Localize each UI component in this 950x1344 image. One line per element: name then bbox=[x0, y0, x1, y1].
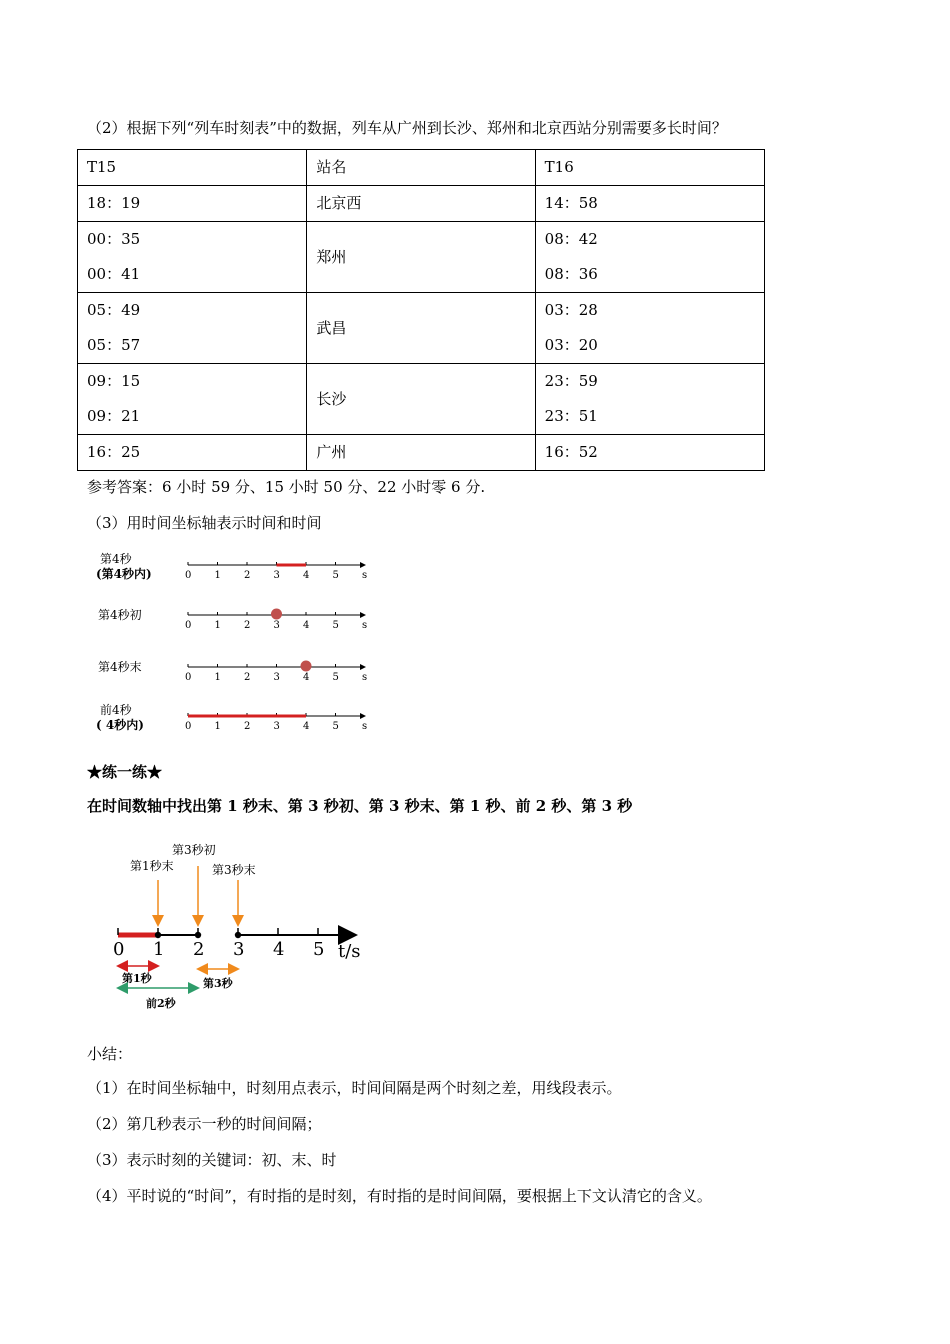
tick-label: 4 bbox=[303, 721, 310, 732]
t15-depart: 09：21 bbox=[87, 407, 141, 425]
tick-label: 5 bbox=[332, 721, 339, 732]
tick-label: 1 bbox=[214, 721, 221, 732]
axis-arrowhead bbox=[360, 612, 366, 618]
moment-point bbox=[271, 609, 282, 620]
summary-item-4: （4）平时说的“时间”，有时指的是时刻，有时指的是时间间隔，要根据上下文认清它的含义。 bbox=[87, 1187, 712, 1205]
axis-unit: t/s bbox=[338, 941, 361, 962]
t15-arrive: 00：35 bbox=[87, 230, 141, 248]
axis-label-sub: ( 4秒内) bbox=[96, 718, 144, 732]
axis-label: 第4秒 bbox=[100, 552, 132, 566]
span-label: 第1秒 bbox=[122, 972, 152, 985]
time-axis bbox=[96, 551, 367, 581]
tick-label: 0 bbox=[185, 721, 192, 732]
time-axis bbox=[98, 607, 367, 631]
tick-label: 4 bbox=[303, 672, 310, 683]
t15-depart: 00：41 bbox=[87, 265, 141, 283]
axis-label: 前4秒 bbox=[100, 703, 132, 717]
table-row bbox=[78, 435, 765, 471]
tick-label: 2 bbox=[244, 570, 251, 581]
table-row bbox=[78, 186, 765, 222]
axis-arrowhead bbox=[360, 664, 366, 670]
header-t16: T16 bbox=[535, 150, 764, 186]
t16-cell: 16：52 bbox=[535, 435, 764, 471]
t16-depart: 23：51 bbox=[544, 407, 598, 425]
moment-label: 第3秒初 bbox=[172, 843, 216, 857]
answer: 参考答案：6 小时 59 分、15 小时 50 分、22 小时零 6 分. bbox=[87, 478, 486, 496]
station-cell: 郑州 bbox=[307, 222, 535, 293]
t16-arrive: 03：28 bbox=[544, 301, 598, 319]
t16-arrive: 08：42 bbox=[544, 230, 598, 248]
station-cell: 北京西 bbox=[307, 186, 535, 222]
tick-label: s bbox=[362, 721, 368, 732]
moment-label: 第1秒末 bbox=[130, 859, 174, 873]
tick-label: 2 bbox=[244, 620, 251, 631]
moment-point bbox=[235, 932, 241, 938]
t15-depart: 05：57 bbox=[87, 336, 141, 354]
station-cell: 武昌 bbox=[307, 293, 535, 364]
station-cell: 广州 bbox=[307, 435, 535, 471]
t16-cell bbox=[535, 364, 764, 435]
axis-label: 第4秒末 bbox=[98, 660, 142, 674]
tick-label: 5 bbox=[313, 939, 325, 960]
header-station: 站名 bbox=[307, 150, 535, 186]
station-cell: 长沙 bbox=[307, 364, 535, 435]
t16-depart: 08：36 bbox=[544, 265, 598, 283]
practice-task: 在时间数轴中找出第 1 秒末、第 3 秒初、第 3 秒末、第 1 秒、前 2 秒、第 3 秒 bbox=[87, 797, 633, 815]
tick-label: 0 bbox=[113, 939, 125, 960]
tick-label: 1 bbox=[214, 570, 221, 581]
tick-label: 2 bbox=[244, 672, 251, 683]
tick-label: 4 bbox=[273, 939, 285, 960]
time-axis bbox=[96, 702, 367, 732]
tick-label: 4 bbox=[303, 620, 310, 631]
axis-label-sub: (第4秒内) bbox=[96, 567, 152, 581]
tick-label: 1 bbox=[153, 939, 165, 960]
moment-point bbox=[155, 932, 161, 938]
tick-label: 3 bbox=[273, 672, 280, 683]
tick-label: 0 bbox=[185, 672, 192, 683]
span-label: 前2秒 bbox=[146, 997, 176, 1010]
tick-label: 1 bbox=[214, 672, 221, 683]
time-axis bbox=[98, 659, 367, 683]
t15-cell bbox=[78, 293, 307, 364]
tick-label: 5 bbox=[332, 672, 339, 683]
tick-label: s bbox=[362, 672, 368, 683]
tick-label: s bbox=[362, 570, 368, 581]
question-3: （3）用时间坐标轴表示时间和时间 bbox=[87, 514, 322, 532]
tick-label: s bbox=[362, 620, 368, 631]
time-axes-figure bbox=[90, 545, 390, 745]
span-label: 第3秒 bbox=[203, 977, 233, 990]
practice-title: ★练一练★ bbox=[87, 763, 163, 781]
table-row bbox=[78, 293, 765, 364]
t16-depart: 03：20 bbox=[544, 336, 598, 354]
t15-cell bbox=[78, 364, 307, 435]
summary-item-2: （2）第几秒表示一秒的时间间隔； bbox=[87, 1115, 322, 1133]
tick-label: 2 bbox=[193, 939, 205, 960]
table-row bbox=[78, 222, 765, 293]
axis-label: 第4秒初 bbox=[98, 608, 142, 622]
axis-gap bbox=[201, 932, 235, 938]
table-row bbox=[78, 364, 765, 435]
question-2: （2）根据下列“列车时刻表”中的数据，列车从广州到长沙、郑州和北京西站分别需要多长时间？ bbox=[87, 119, 727, 137]
t16-cell bbox=[535, 222, 764, 293]
tick-label: 3 bbox=[233, 939, 245, 960]
table-header-row bbox=[78, 150, 765, 186]
tick-label: 3 bbox=[273, 721, 280, 732]
summary-item-3: （3）表示时刻的关键词：初、末、时 bbox=[87, 1151, 337, 1169]
t16-cell: 14：58 bbox=[535, 186, 764, 222]
tick-label: 1 bbox=[214, 620, 221, 631]
tick-label: 4 bbox=[303, 570, 310, 581]
train-timetable bbox=[77, 149, 765, 471]
t15-cell: 16：25 bbox=[78, 435, 307, 471]
moment-point bbox=[195, 932, 201, 938]
axis-arrowhead bbox=[360, 713, 366, 719]
tick-label: 5 bbox=[332, 570, 339, 581]
t15-arrive: 05：49 bbox=[87, 301, 141, 319]
tick-label: 0 bbox=[185, 570, 192, 581]
t15-arrive: 09：15 bbox=[87, 372, 141, 390]
practice-figure bbox=[100, 838, 380, 1018]
t15-cell bbox=[78, 222, 307, 293]
t15-cell: 18：19 bbox=[78, 186, 307, 222]
tick-label: 3 bbox=[273, 620, 280, 631]
tick-label: 5 bbox=[332, 620, 339, 631]
t16-arrive: 23：59 bbox=[544, 372, 598, 390]
moment-point bbox=[301, 661, 312, 672]
moment-label: 第3秒末 bbox=[212, 863, 256, 877]
summary-item-1: （1）在时间坐标轴中，时刻用点表示，时间间隔是两个时刻之差，用线段表示。 bbox=[87, 1079, 622, 1097]
tick-label: 2 bbox=[244, 721, 251, 732]
axis-arrowhead bbox=[360, 562, 366, 568]
t16-cell bbox=[535, 293, 764, 364]
summary-title: 小结： bbox=[87, 1045, 133, 1063]
tick-label: 0 bbox=[185, 620, 192, 631]
tick-label: 3 bbox=[273, 570, 280, 581]
header-t15: T15 bbox=[78, 150, 307, 186]
